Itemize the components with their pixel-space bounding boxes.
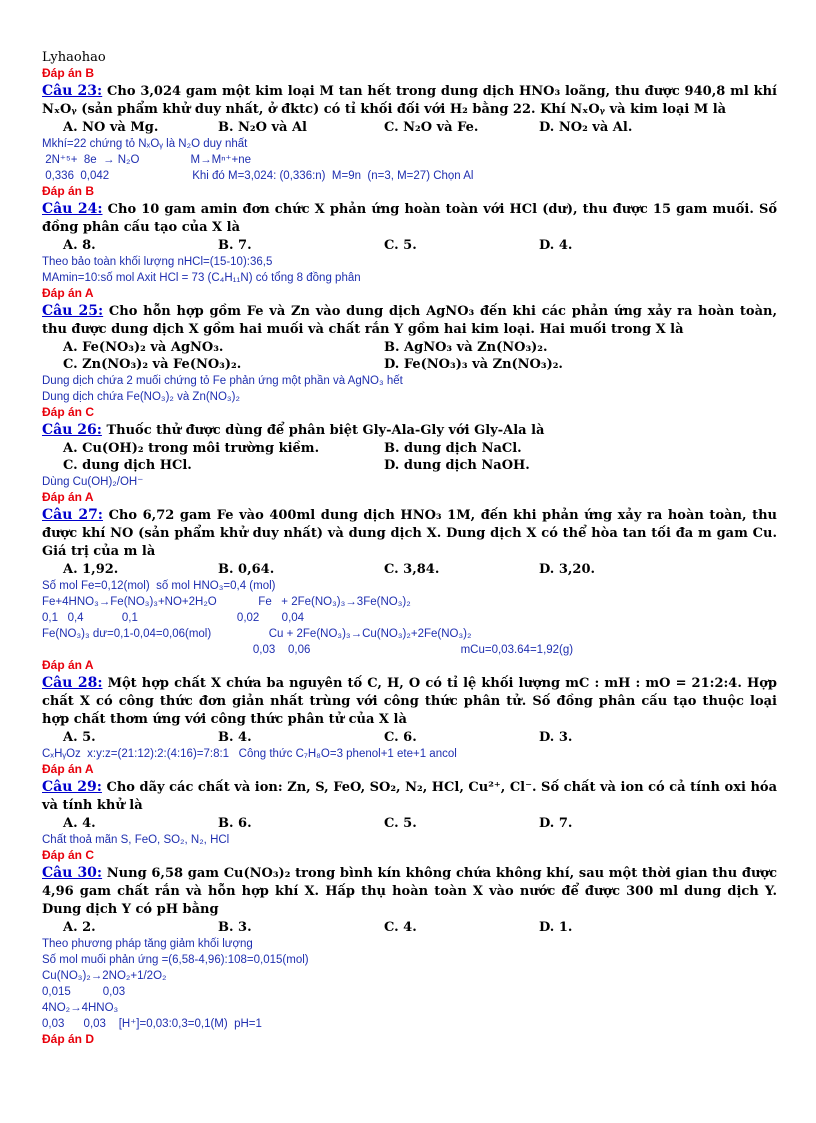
question-number: Câu 28: <box>42 675 103 691</box>
option-a: A. Fe(NO₃)₂ và AgNO₃. <box>63 340 224 355</box>
solution-line: Chất thoả mãn S, FeO, SO₂, N₂, HCl <box>42 834 230 846</box>
option-d: D. 3. <box>539 730 573 745</box>
question-27 <box>42 506 777 561</box>
solution-line: Mkhí=22 chứng tỏ NₓOᵧ là N₂O duy nhất <box>42 138 248 150</box>
option-d: D. 3,20. <box>539 562 596 577</box>
option-b: B. 6. <box>218 816 252 831</box>
answer-label: Đáp án A <box>42 286 94 300</box>
solution-line: Dung dịch chứa 2 muối chứng tỏ Fe phản ứng một phần và AgNO₃ hết <box>42 375 403 387</box>
option-c: C. Zn(NO₃)₂ và Fe(NO₃)₂. <box>63 357 242 372</box>
question-text: Cho 3,024 gam một kim loại M tan hết trong dung dịch HNO₃ loãng, thu được 940,8 ml khí NₓOᵧ (sản phẩm khử duy nhất, ở đktc) có tỉ khối đối với H₂ bằng 22. Khí NₓOᵧ và kim loại M là <box>42 84 777 117</box>
option-d: D. 7. <box>539 816 573 831</box>
question-number: Câu 30: <box>42 865 103 881</box>
answer-label: Đáp án A <box>42 490 94 504</box>
solution-line: Theo phương pháp tăng giảm khối lượng <box>42 938 253 950</box>
answer-label: Đáp án A <box>42 762 94 776</box>
question-number: Câu 24: <box>42 201 103 217</box>
option-d: D. NO₂ và Al. <box>539 120 633 135</box>
option-d: D. dung dịch NaOH. <box>384 458 530 473</box>
answer-label: Đáp án A <box>42 658 94 672</box>
options-row <box>42 119 777 136</box>
question-24 <box>42 200 777 237</box>
option-d: D. 1. <box>539 920 573 935</box>
document-page <box>42 50 777 1047</box>
option-c: C. dung dịch HCl. <box>63 458 192 473</box>
question-number: Câu 27: <box>42 507 103 523</box>
solution-line: Fe+4HNO₃→Fe(NO₃)₃+NO+2H₂O Fe + 2Fe(NO₃)₃→3Fe(NO₃)₂ <box>42 596 411 608</box>
answer-label: Đáp án D <box>42 1032 95 1046</box>
question-number: Câu 23: <box>42 83 103 99</box>
option-a: A. 2. <box>63 920 96 935</box>
question-text: Cho hỗn hợp gồm Fe và Zn vào dung dịch AgNO₃ đến khi các phản ứng xảy ra hoàn toàn, thu được dung dịch X gồm hai muối và chất rắn Y gồm hai kim loại. Hai muối trong X là <box>42 304 777 337</box>
question-29 <box>42 778 777 815</box>
option-d: D. Fe(NO₃)₃ và Zn(NO₃)₂. <box>384 357 563 372</box>
option-a: A. 5. <box>63 730 96 745</box>
solution-line: Fe(NO₃)₃ dư=0,1-0,04=0,06(mol) Cu + 2Fe(NO₃)₃→Cu(NO₃)₂+2Fe(NO₃)₂ <box>42 628 472 640</box>
option-a: A. Cu(OH)₂ trong môi trường kiềm. <box>63 441 320 456</box>
option-c: C. 5. <box>384 816 417 831</box>
question-text: Cho 10 gam amin đơn chức X phản ứng hoàn toàn với HCl (dư), thu được 15 gam muối. Số đồng phân cấu tạo của X là <box>42 202 778 235</box>
solution-line: CₓHᵧOz x:y:z=(21:12):2:(4:16)=7:8:1 Công thức C₇H₈O=3 phenol+1 ete+1 ancol <box>42 748 457 760</box>
options-row <box>42 440 777 457</box>
solution-line: MAmin=10:số mol Axit HCl = 73 (C₄H₁₁N) có tổng 8 đồng phân <box>42 272 361 284</box>
question-text: Cho 6,72 gam Fe vào 400ml dung dịch HNO₃ 1M, đến khi phản ứng xảy ra hoàn toàn, thu được khí NO (sản phẩm khử duy nhất) và dung dịch X. Dung dịch X có thể hòa tan tối đa m gam Cu. Giá trị của m là <box>42 508 778 559</box>
solution-line: Dùng Cu(OH)₂/OH⁻ <box>42 476 144 488</box>
option-b: B. 0,64. <box>218 562 275 577</box>
question-30 <box>42 864 777 919</box>
option-a: A. 4. <box>63 816 96 831</box>
solution-line: 0,336 0,042 Khi đó M=3,024: (0,336:n) M=9n (n=3, M=27) Chọn Al <box>42 170 474 182</box>
option-b: B. dung dịch NaCl. <box>384 441 522 456</box>
option-b: B. 4. <box>218 730 252 745</box>
question-number: Câu 25: <box>42 303 104 319</box>
question-text: Một hợp chất X chứa ba nguyên tố C, H, O có tỉ lệ khối lượng mC : mH : mO = 21:2:4. Hợp chất X có công thức đơn giản nhất trùng với công thức phân tử. Số đồng phân cấu tạo thuộc loại hợp chất thơm ứng với công thức phân tử của X là <box>42 676 778 727</box>
answer-label: Đáp án C <box>42 848 95 862</box>
options-row <box>42 919 777 936</box>
options-row <box>42 356 777 373</box>
options-row <box>42 457 777 474</box>
question-26 <box>42 421 777 440</box>
question-text: Cho dãy các chất và ion: Zn, S, FeO, SO₂, N₂, HCl, Cu²⁺, Cl⁻. Số chất và ion có cả tính oxi hóa và tính khử là <box>42 780 777 813</box>
solution-line: Cu(NO₃)₂→2NO₂+1/2O₂ <box>42 970 167 982</box>
option-b: B. 7. <box>218 238 252 253</box>
option-b: B. 3. <box>218 920 252 935</box>
option-c: C. 4. <box>384 920 417 935</box>
solution-line: 0,03 0,03 [H⁺]=0,03:0,3=0,1(M) pH=1 <box>42 1018 262 1030</box>
question-28 <box>42 674 777 729</box>
options-row <box>42 815 777 832</box>
question-25 <box>42 302 777 339</box>
question-text: Nung 6,58 gam Cu(NO₃)₂ trong bình kín không chứa không khí, sau một thời gian thu được 4,96 gam chất rắn và hỗn hợp khí X. Hấp thụ hoàn toàn X vào nước để được 300 ml dung dịch Y. Dung dịch Y có pH bằng <box>42 866 777 917</box>
solution-line: 2N⁺⁵+ 8e → N₂O M→Mⁿ⁺+ne <box>42 154 251 166</box>
option-c: C. 5. <box>384 238 417 253</box>
solution-line: Số mol muối phản ứng =(6,58-4,96):108=0,015(mol) <box>42 954 309 966</box>
option-b: B. AgNO₃ và Zn(NO₃)₂. <box>384 340 548 355</box>
option-d: D. 4. <box>539 238 573 253</box>
option-c: C. 6. <box>384 730 417 745</box>
option-a: A. NO và Mg. <box>63 120 159 135</box>
question-23 <box>42 82 777 119</box>
options-row <box>42 339 777 356</box>
option-a: A. 1,92. <box>63 562 119 577</box>
option-c: C. 3,84. <box>384 562 440 577</box>
header-text: Lyhaohao <box>42 50 106 65</box>
options-row <box>42 237 777 254</box>
answer-label: Đáp án B <box>42 66 95 80</box>
options-row <box>42 561 777 578</box>
option-c: C. N₂O và Fe. <box>384 120 479 135</box>
answer-label: Đáp án C <box>42 405 95 419</box>
solution-line: 4NO₂→4HNO₃ <box>42 1002 119 1014</box>
option-a: A. 8. <box>63 238 96 253</box>
solution-line: 0,1 0,4 0,1 0,02 0,04 <box>42 612 305 624</box>
question-text: Thuốc thử được dùng để phân biệt Gly-Ala-Gly với Gly-Ala là <box>106 423 545 438</box>
solution-line: 0,015 0,03 <box>42 986 126 998</box>
question-number: Câu 29: <box>42 779 102 795</box>
answer-label: Đáp án B <box>42 184 95 198</box>
question-number: Câu 26: <box>42 422 102 438</box>
option-b: B. N₂O và Al <box>218 120 307 135</box>
solution-line: Dung dịch chứa Fe(NO₃)₂ và Zn(NO₃)₂ <box>42 391 240 403</box>
options-row <box>42 729 777 746</box>
solution-line: Theo bảo toàn khối lượng nHCl=(15-10):36,5 <box>42 256 273 268</box>
solution-line: Số mol Fe=0,12(mol) số mol HNO₃=0,4 (mol) <box>42 580 276 592</box>
solution-line: 0,03 0,06 mCu=0,03.64=1,92(g) <box>42 644 574 656</box>
